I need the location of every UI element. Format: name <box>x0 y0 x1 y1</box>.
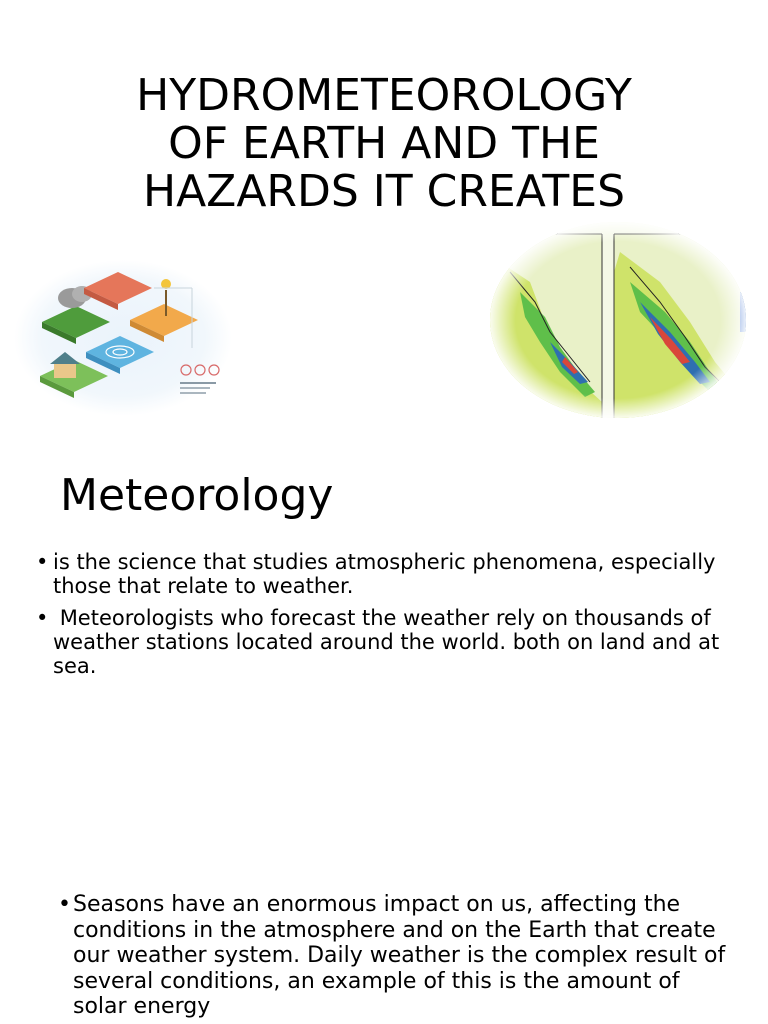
list-item <box>36 606 736 678</box>
bullet-dot: • <box>36 606 49 630</box>
bullet-text: Meteorologists who forecast the weather rely on thousands of weather stations located around the world. both on land and at sea. <box>53 606 726 678</box>
slide-title <box>0 72 768 216</box>
title-line-2: OF EARTH AND THE <box>168 118 600 169</box>
list-item <box>36 550 736 598</box>
bullet-list <box>36 550 736 686</box>
precipitation-maps-image <box>490 222 746 418</box>
section-heading: Meteorology <box>60 470 334 521</box>
hazards-illustration <box>14 258 232 418</box>
bullet-dot: • <box>58 892 71 917</box>
title-line-3: HAZARDS IT CREATES <box>142 166 626 217</box>
bullet-dot: • <box>36 550 49 574</box>
bullet-text: Seasons have an enormous impact on us, affecting the conditions in the atmosphere and on the Earth that create our weather system. Daily weather is the complex result of several conditions, an example of this is the amount of solar energy <box>73 892 726 1019</box>
bullet-list-2 <box>58 892 738 1020</box>
title-line-1: HYDROMETEOROLOGY <box>136 70 632 121</box>
list-item <box>58 892 738 1020</box>
bullet-text: is the science that studies atmospheric phenomena, especially those that relate to weather. <box>53 550 716 598</box>
